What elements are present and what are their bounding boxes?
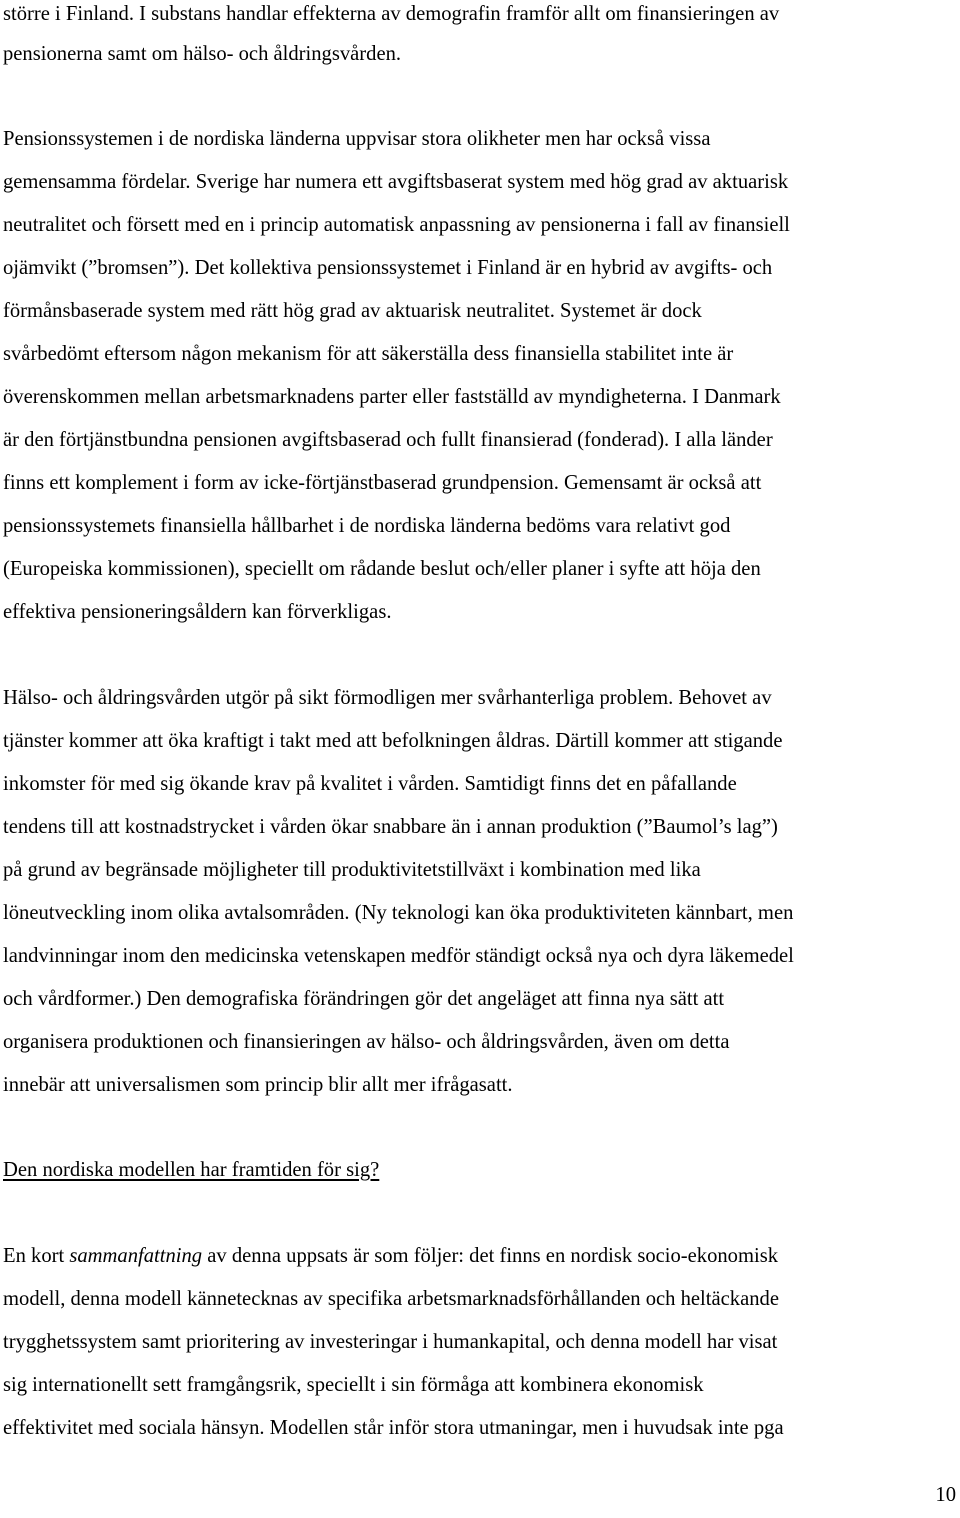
body-text-line: gemensamma fördelar. Sverige har numera ett avgiftsbaserat system med hög grad av aktuarisk xyxy=(3,171,789,193)
body-text-line: överenskommen mellan arbetsmarknadens parter eller fastställd av myndigheterna. I Danmark xyxy=(3,386,781,408)
body-text-line: Hälso- och åldringsvården utgör på sikt förmodligen mer svårhanterliga problem. Behovet av xyxy=(3,687,772,709)
body-text-line: och vårdformer.) Den demografiska förändringen gör det angeläget att finna nya sätt att xyxy=(3,988,725,1010)
summary-emphasis: sammanfattning xyxy=(69,1245,203,1267)
body-text-line: finns ett komplement i form av icke-förtjänstbaserad grundpension. Gemensamt är också att xyxy=(3,472,762,494)
body-text-line: ojämvikt (”bromsen”). Det kollektiva pensionssystemet i Finland är en hybrid av avgifts- och xyxy=(3,257,773,279)
body-text-line: pensionssystemets finansiella hållbarhet i de nordiska länderna bedöms vara relativt god xyxy=(3,515,731,537)
body-text-line: Pensionssystemen i de nordiska länderna uppvisar stora olikheter men har också vissa xyxy=(3,128,711,150)
summary-lead-text: En kort xyxy=(3,1245,70,1267)
body-text-line: landvinningar inom den medicinska vetenskapen medför ständigt också nya och dyra läkemedel xyxy=(3,945,794,967)
section-heading: Den nordiska modellen har framtiden för sig? xyxy=(3,1159,380,1181)
body-text-line: effektivitet med sociala hänsyn. Modellen står inför stora utmaningar, men i huvudsak inte pga xyxy=(3,1417,784,1439)
body-text-line: inkomster för med sig ökande krav på kvalitet i vården. Samtidigt finns det en påfallande xyxy=(3,773,737,795)
body-text-line: neutralitet och försett med en i princip automatisk anpassning av pensionerna i fall av finansiell xyxy=(3,214,790,236)
summary-rest-text: av denna uppsats är som följer: det finns en nordisk socio-ekonomisk xyxy=(202,1245,779,1267)
body-text-line: på grund av begränsade möjligheter till produktivitetstillväxt i kombination med lika xyxy=(3,859,701,881)
body-text-line: (Europeiska kommissionen), speciellt om rådande beslut och/eller planer i syfte att höja den xyxy=(3,558,761,580)
body-text-line: pensionerna samt om hälso- och åldringsvården. xyxy=(3,43,402,65)
body-text-line: tjänster kommer att öka kraftigt i takt med att befolkningen åldras. Därtill kommer att stigande xyxy=(3,730,783,752)
summary-first-line xyxy=(3,1243,778,1269)
body-text-line: innebär att universalismen som princip blir allt mer ifrågasatt. xyxy=(3,1074,513,1096)
body-text-line: trygghetssystem samt prioritering av investeringar i humankapital, och denna modell har visat xyxy=(3,1331,778,1353)
body-text-line: större i Finland. I substans handlar effekterna av demografin framför allt om finansieringen av xyxy=(3,3,780,25)
body-text-line: effektiva pensioneringsåldern kan förverkligas. xyxy=(3,601,392,623)
body-text-line: är den förtjänstbundna pensionen avgiftsbaserad och fullt finansierad (fonderad). I alla länder xyxy=(3,429,773,451)
body-text-line: modell, denna modell kännetecknas av specifika arbetsmarknadsförhållanden och heltäckande xyxy=(3,1288,779,1310)
page-number: 10 xyxy=(935,1484,956,1506)
body-text-line: förmånsbaserade system med rätt hög grad av aktuarisk neutralitet. Systemet är dock xyxy=(3,300,702,322)
body-text-line: löneutveckling inom olika avtalsområden. (Ny teknologi kan öka produktiviteten kännbart, men xyxy=(3,902,794,924)
body-text-line: sig internationellt sett framgångsrik, speciellt i sin förmåga att kombinera ekonomisk xyxy=(3,1374,704,1396)
body-text-line: tendens till att kostnadstrycket i vården ökar snabbare än i annan produktion (”Baumol’s lag”) xyxy=(3,816,778,838)
body-text-line: svårbedömt eftersom någon mekanism för att säkerställa dess finansiella stabilitet inte är xyxy=(3,343,734,365)
body-text-line: organisera produktionen och finansieringen av hälso- och åldringsvården, även om detta xyxy=(3,1031,730,1053)
